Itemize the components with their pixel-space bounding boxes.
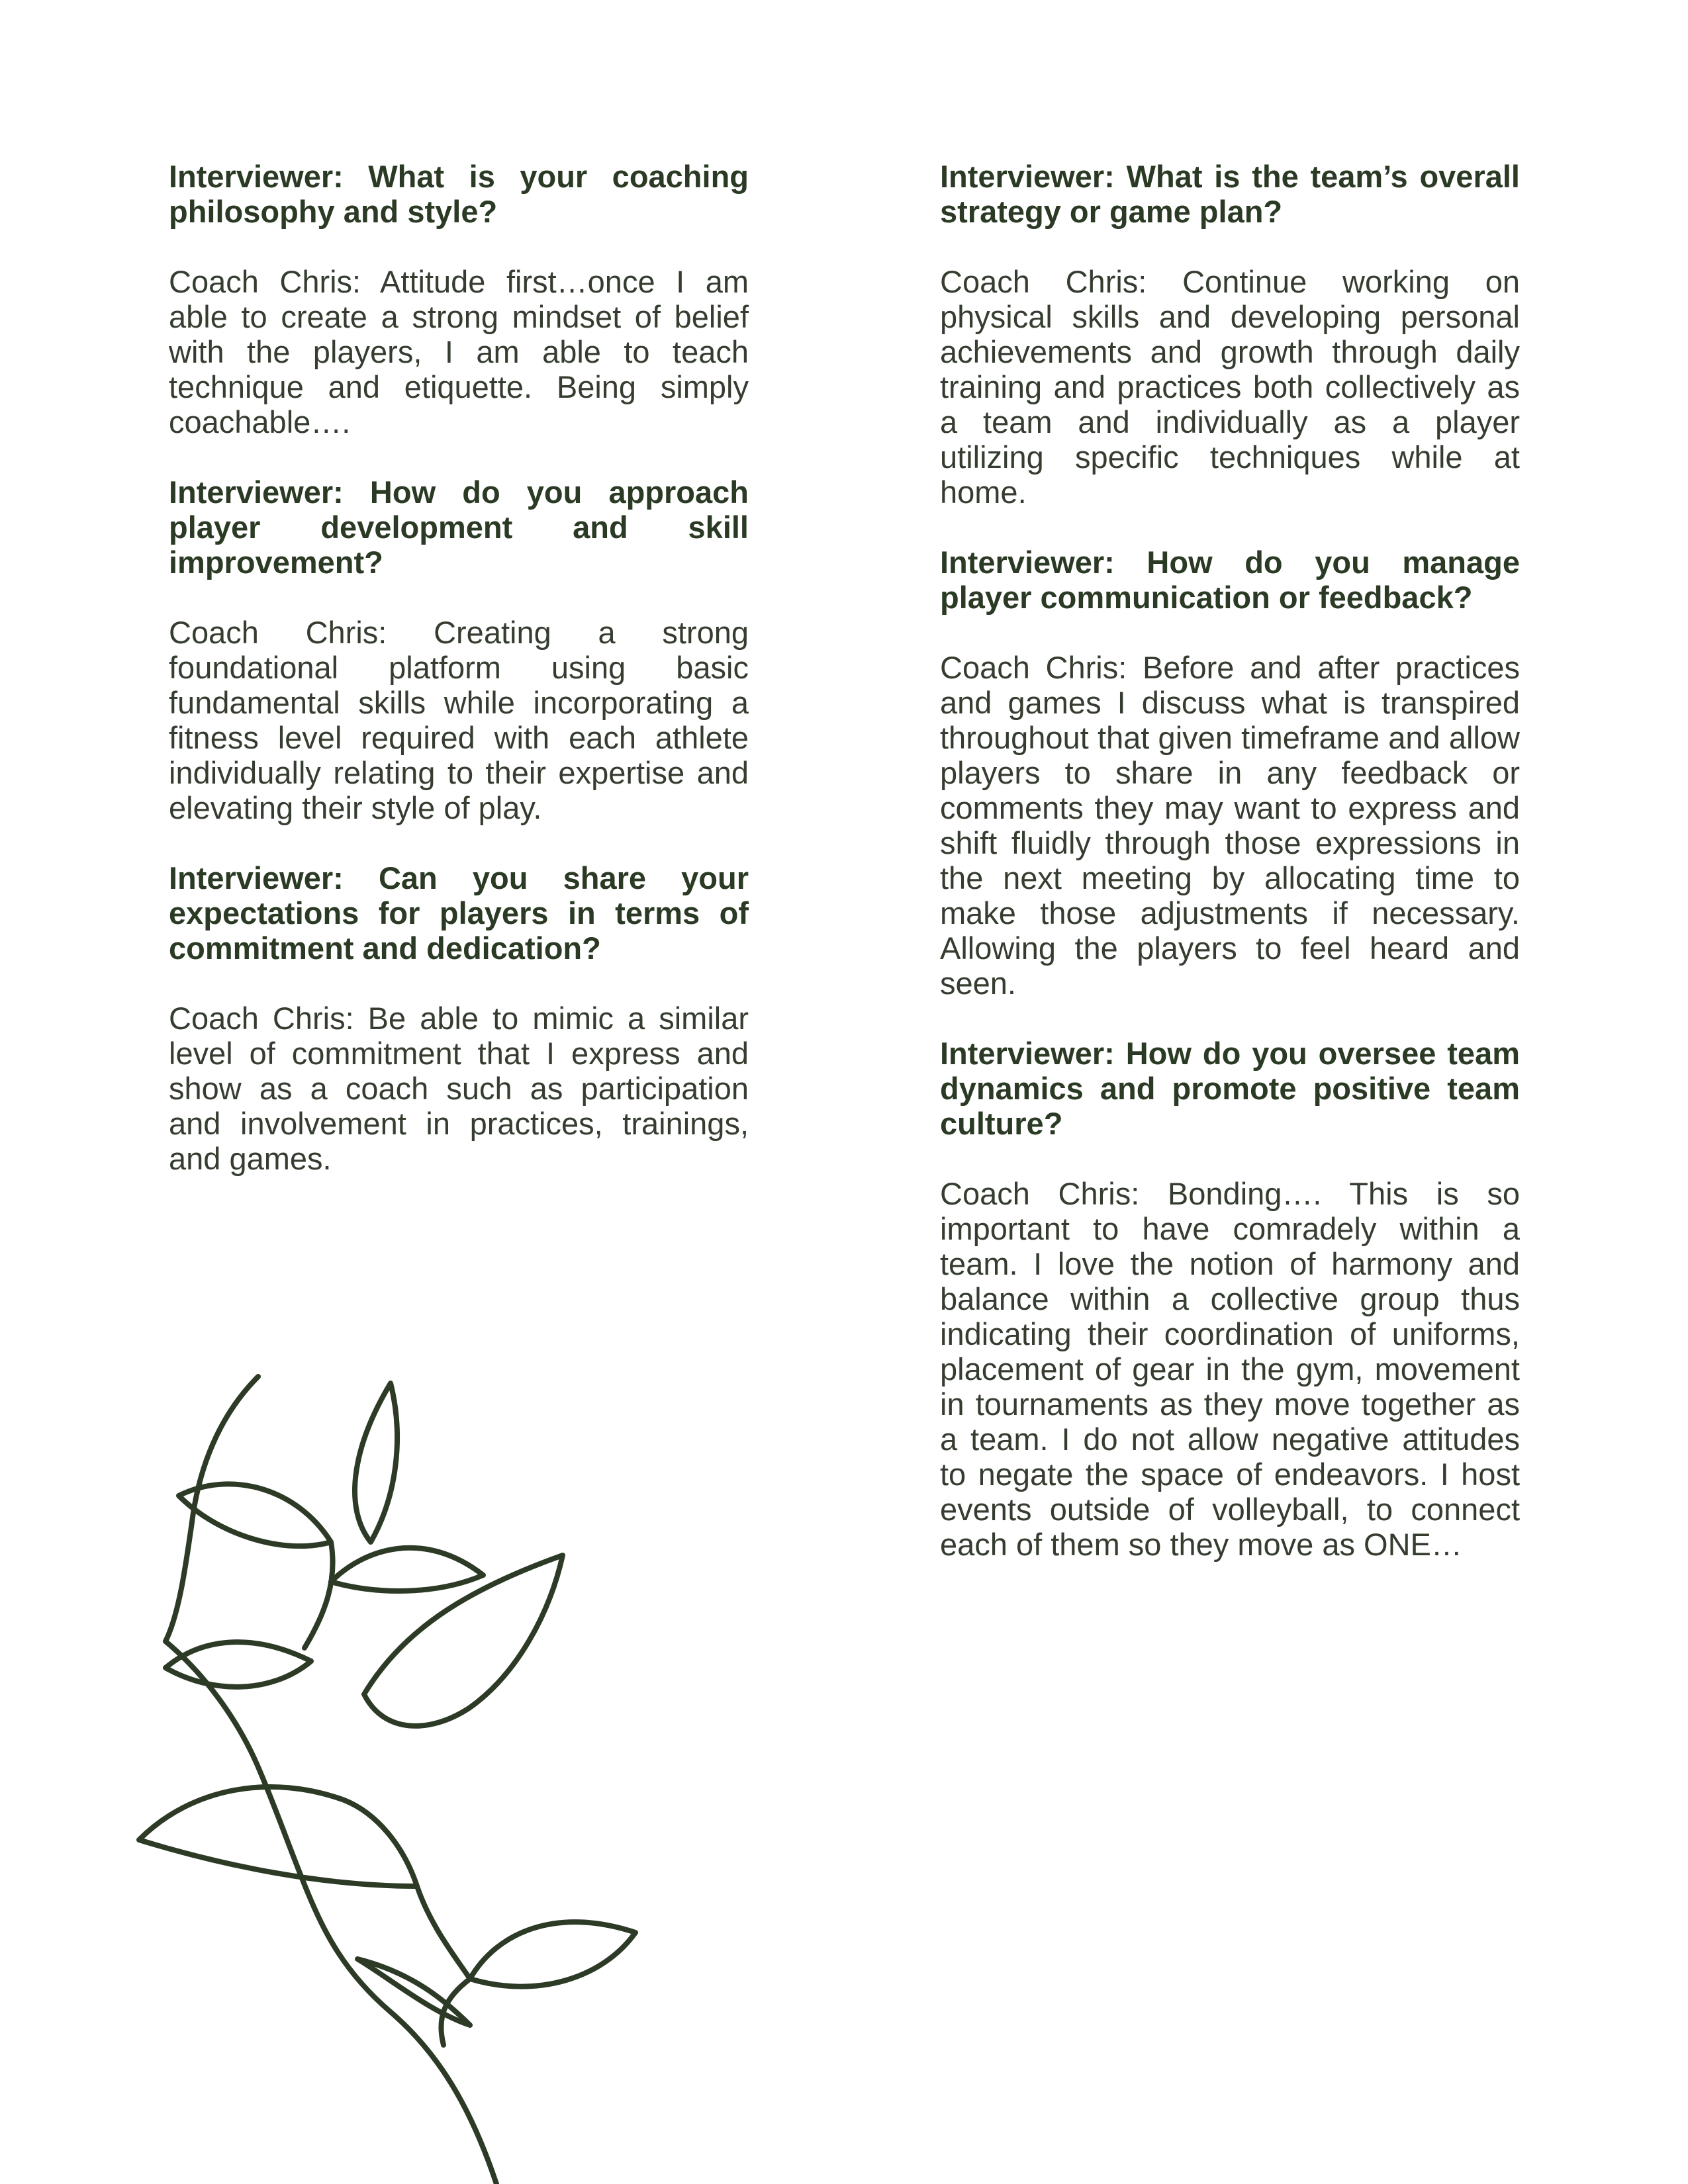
interview-answer: Coach Chris: Before and after practices and games I discuss what is transpired throughout that given timeframe and allow players to share in any feedback or comments they may want to express and shift fluidly through those expressions in the next meeting by allocating time to make those adjustments if necessary. Allowing the players to feel heard and seen. <box>940 650 1520 1001</box>
interview-question: Interviewer: How do you approach player development and skill improvement? <box>169 475 749 580</box>
qa-block <box>169 860 749 1176</box>
left-column <box>169 159 749 1211</box>
qa-block <box>940 1036 1520 1562</box>
interview-answer: Coach Chris: Creating a strong foundational platform using basic fundamental skills while incorporating a fitness level required with each athlete individually relating to their expertise and elevating their style of play. <box>169 615 749 825</box>
interview-question: Interviewer: What is your coaching philosophy and style? <box>169 159 749 229</box>
leaf <box>179 1484 331 1546</box>
qa-block <box>169 159 749 439</box>
stem <box>165 1377 496 2184</box>
leaf <box>331 1548 483 1591</box>
leaf <box>139 1787 417 1886</box>
qa-block <box>940 545 1520 1001</box>
interview-question: Interviewer: Can you share your expectations for players in terms of commitment and dedication? <box>169 860 749 966</box>
qa-block <box>169 475 749 825</box>
interview-question: Interviewer: What is the team’s overall strategy or game plan? <box>940 159 1520 229</box>
qa-block <box>940 159 1520 510</box>
stem-branch <box>305 1542 333 1648</box>
interview-question: Interviewer: How do you oversee team dynamics and promote positive team culture? <box>940 1036 1520 1141</box>
leaf <box>355 1383 397 1542</box>
right-column <box>940 159 1520 1597</box>
interview-question: Interviewer: How do you manage player communication or feedback? <box>940 545 1520 615</box>
interview-answer: Coach Chris: Be able to mimic a similar level of commitment that I express and show as a coach such as participation and involvement in practices, trainings, and games. <box>169 1001 749 1176</box>
interview-answer: Coach Chris: Attitude first…once I am able to create a strong mindset of belief with the players, I am able to teach technique and etiquette. Being simply coachable…. <box>169 264 749 439</box>
stem-branch <box>417 1886 470 1979</box>
leaf <box>470 1922 635 1986</box>
interview-answer: Coach Chris: Bonding…. This is so important to have comradely within a team. I love the notion of harmony and balance within a collective group thus indicating their coordination of uniforms, placement of gear in the gym, movement in tournaments as they move together as a team. I do not allow negative attitudes to negate the space of endeavors. I host events outside of volleyball, to connect each of them so they move as ONE… <box>940 1176 1520 1562</box>
leaf-line-art-icon <box>126 1363 722 2184</box>
interview-answer: Coach Chris: Continue working on physical skills and developing personal achievements and growth through daily training and practices both collectively as a team and individually as a player utilizing specific techniques while at home. <box>940 264 1520 510</box>
